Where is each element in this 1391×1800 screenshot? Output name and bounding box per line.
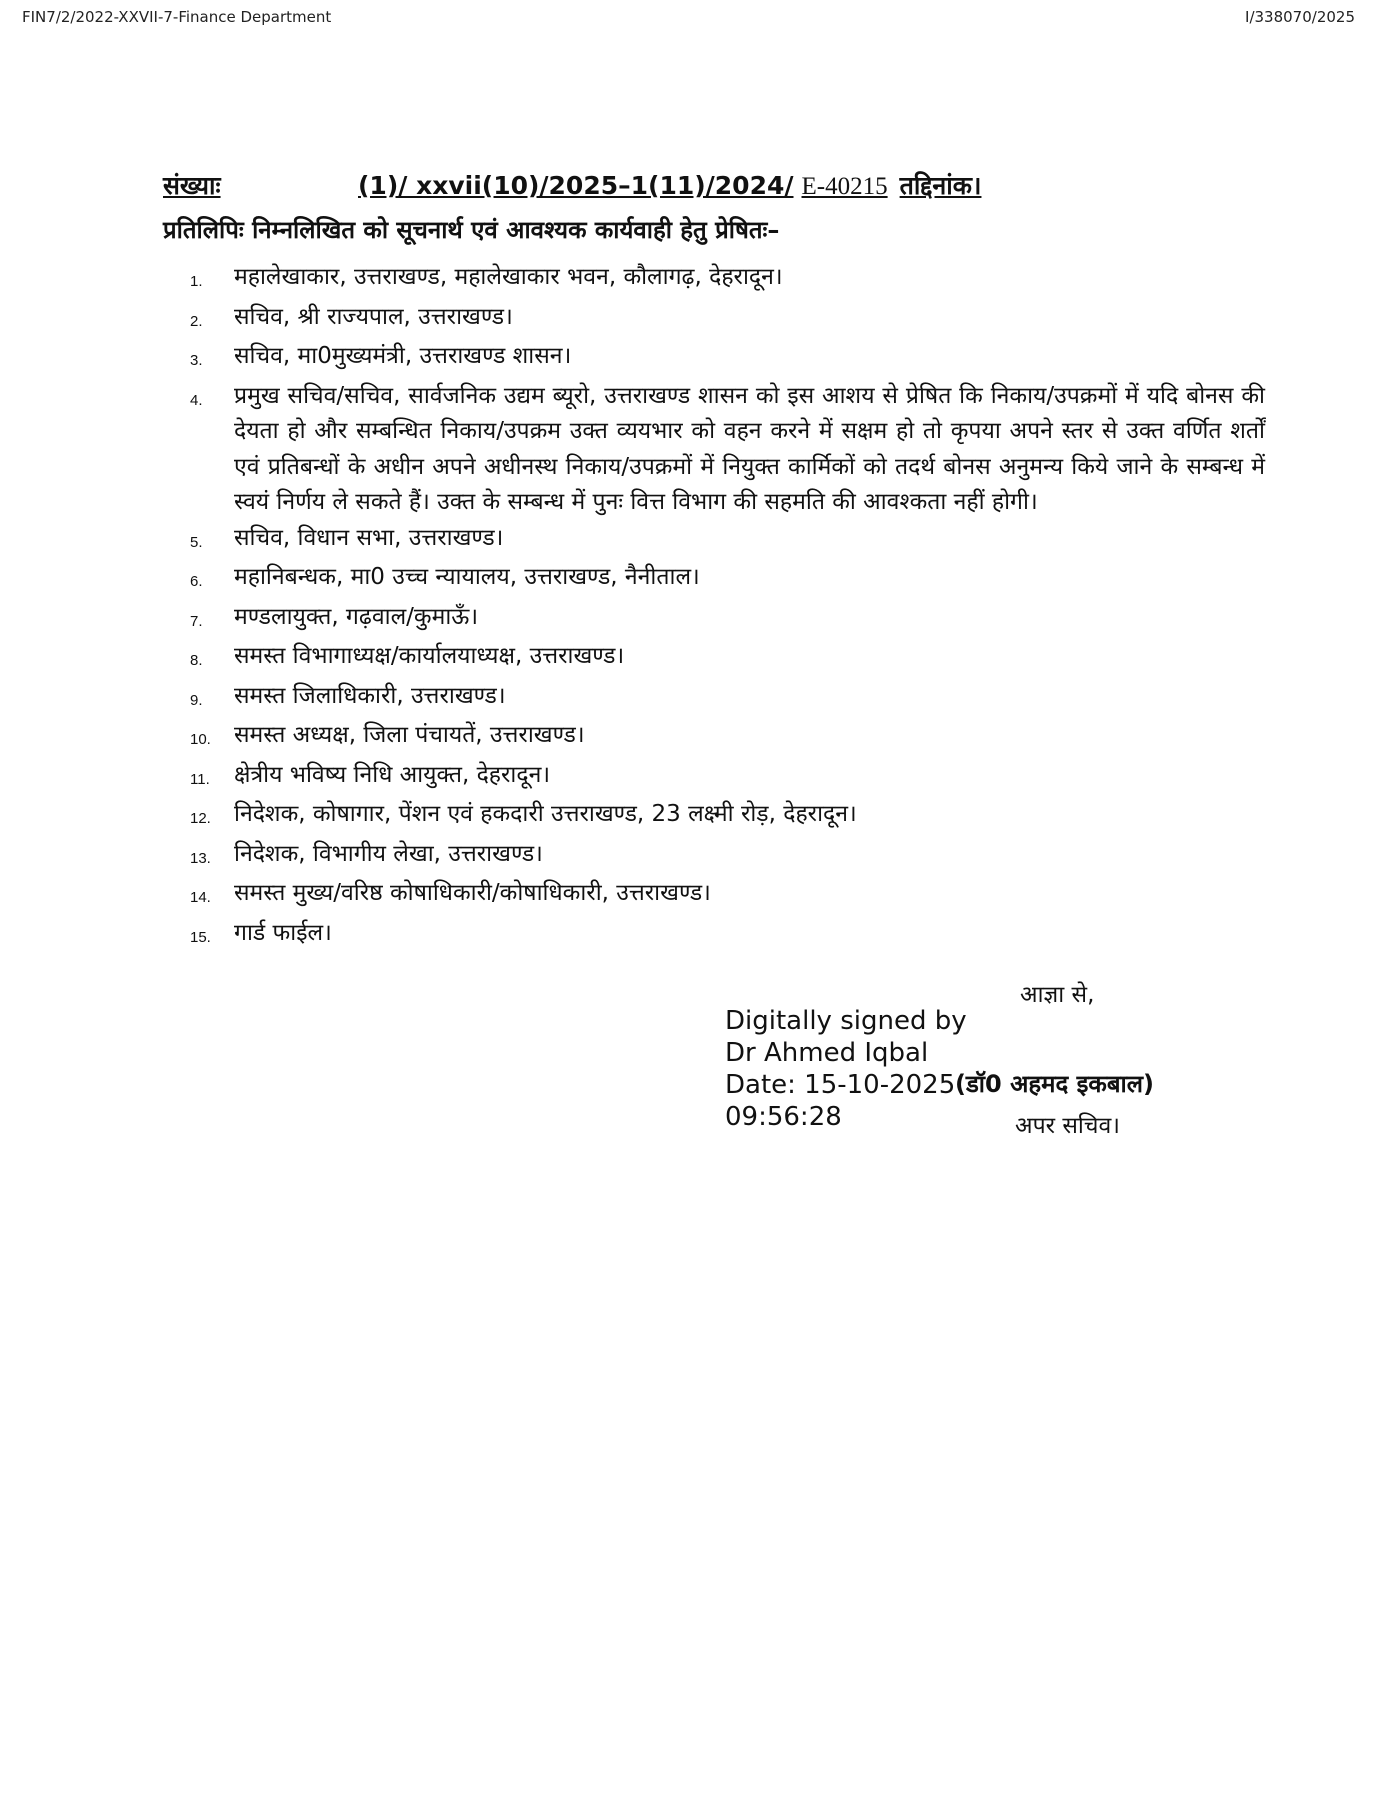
list-item — [190, 521, 1265, 561]
item-text: सचिव, मा0मुख्यमंत्री, उत्तराखण्ड शासन। — [234, 343, 572, 369]
item-number: 5. — [190, 533, 203, 551]
item-number: 4. — [190, 391, 203, 409]
digital-signer: Dr Ahmed Iqbal — [725, 1038, 929, 1068]
item-text: समस्त मुख्य/वरिष्ठ कोषाधिकारी/कोषाधिकारी, उत्तराखण्ड। — [234, 880, 711, 906]
item-text: गार्ड फाईल। — [234, 919, 332, 946]
item-number: 6. — [190, 573, 203, 590]
item-text: समस्त अध्यक्ष, जिला पंचायतें, उत्तराखण्ड। — [234, 722, 585, 748]
item-text: प्रमुख सचिव/सचिव, सार्वजनिक उद्यम ब्यूरो, उत्तराखण्ड शासन को इस आशय से प्रेषित कि निकाय/उपक्रमों में यदि बोनस की देयता हो और सम्बन्धित निकाय/उपक्रम उक्त व्ययभार को वहन करने में सक्षम हो तो कृपया अपने स्तर से उक्त वर्णित शर्तों एवं प्रतिबन्धों के अधीन अपने अधीनस्थ निकाय/उपक्रमों में नियुक्त कार्मिकों को तदर्थ बोनस अनुमन्य किये जाने के सम्बन्ध में स्वयं निर्णय ले सकते हैं। उक्त के सम्बन्ध में पुनः वित्त विभाग की सहमति की आवश्कता नहीं होगी। — [234, 382, 1265, 515]
item-text: समस्त विभागाध्यक्ष/कार्यालयाध्यक्ष, उत्तराखण्ड। — [234, 643, 625, 669]
reference-line — [163, 168, 1023, 202]
reference-number: (1)/ xxvii(10)/2025–1(11)/2024/ — [358, 171, 794, 200]
item-text: महालेखाकार, उत्तराखण्ड, महालेखाकार भवन, कौलागढ़, देहरादून। — [234, 264, 783, 290]
digital-date: Date: 15-10-2025 — [725, 1070, 956, 1100]
list-item — [190, 379, 1265, 521]
item-number: 11. — [190, 770, 210, 788]
copy-to-heading: प्रतिलिपिः निम्नलिखित को सूचनार्थ एवं आवश्यक कार्यवाही हेतु प्रेषितः– — [163, 216, 780, 244]
item-number: 14. — [190, 889, 211, 906]
list-item — [190, 797, 1265, 837]
e-file-number: E-40215 — [801, 173, 888, 200]
list-item — [190, 339, 1265, 379]
digital-signature-block — [725, 1005, 967, 1133]
document-id-header: I/338070/2025 — [1245, 8, 1355, 26]
item-text: मण्डलायुक्त, गढ़वाल/कुमाऊँ। — [234, 603, 479, 630]
item-number: 2. — [190, 312, 203, 330]
list-item — [190, 876, 1265, 916]
item-text: समस्त जिलाधिकारी, उत्तराखण्ड। — [234, 682, 506, 709]
item-number: 10. — [190, 731, 211, 748]
item-number: 7. — [190, 612, 203, 630]
reference-date: तद्दिनांक। — [899, 171, 982, 200]
list-item — [190, 837, 1265, 877]
reference-label: संख्याः — [163, 171, 221, 200]
item-text: सचिव, विधान सभा, उत्तराखण्ड। — [234, 524, 504, 551]
item-text: क्षेत्रीय भविष्य निधि आयुक्त, देहरादून। — [234, 761, 551, 788]
item-number: 8. — [190, 652, 203, 669]
digital-time: 09:56:28 — [725, 1102, 842, 1132]
item-number: 13. — [190, 849, 211, 867]
list-item — [190, 916, 1265, 956]
file-reference-header: FIN7/2/2022-XXVII-7-Finance Department — [22, 8, 332, 26]
item-text: निदेशक, विभागीय लेखा, उत्तराखण्ड। — [234, 840, 543, 867]
item-number: 1. — [190, 273, 203, 290]
by-order-text: आज्ञा से, — [1020, 982, 1095, 1008]
list-item — [190, 758, 1265, 798]
list-item — [190, 600, 1265, 640]
item-number: 12. — [190, 810, 211, 827]
list-item — [190, 718, 1265, 758]
digital-signed-by: Digitally signed by — [725, 1006, 967, 1036]
list-item — [190, 260, 1265, 300]
signer-title: अपर सचिव। — [1015, 1113, 1120, 1139]
recipient-list — [190, 260, 1265, 955]
list-item — [190, 639, 1265, 679]
item-text: सचिव, श्री राज्यपाल, उत्तराखण्ड। — [234, 303, 513, 330]
signer-name: (डॉ0 अहमद इकबाल) — [955, 1070, 1154, 1098]
item-text: निदेशक, कोषागार, पेंशन एवं हकदारी उत्तराखण्ड, 23 लक्ष्मी रोड़, देहरादून। — [234, 801, 857, 827]
item-number: 9. — [190, 691, 203, 709]
item-text: महानिबन्धक, मा0 उच्च न्यायालय, उत्तराखण्ड, नैनीताल। — [234, 564, 700, 590]
list-item — [190, 300, 1265, 340]
item-number: 3. — [190, 352, 203, 369]
item-number: 15. — [190, 928, 211, 946]
list-item — [190, 560, 1265, 600]
list-item — [190, 679, 1265, 719]
